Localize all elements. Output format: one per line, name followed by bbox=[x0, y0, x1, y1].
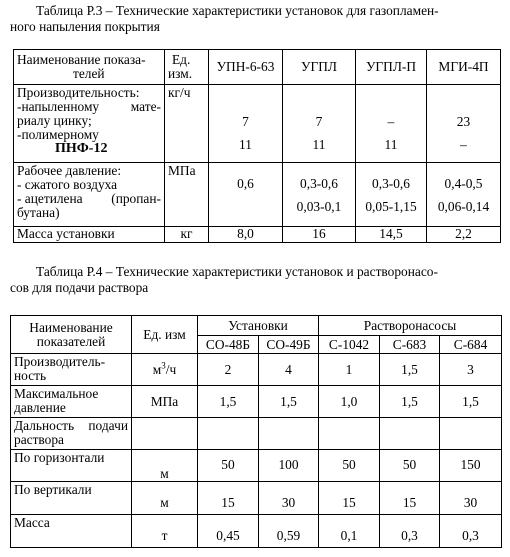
pressure-l3b: (пропан- bbox=[111, 191, 161, 206]
table4-header-name bbox=[11, 316, 132, 354]
table4-row3-c1 bbox=[198, 418, 259, 450]
table4-row3-label bbox=[11, 418, 132, 450]
table4-row3-c3 bbox=[319, 418, 380, 450]
acetylene-c2: 0,03-0,1 bbox=[296, 199, 342, 214]
table3-row-productivity bbox=[14, 85, 501, 163]
table4-row1-c3: 1 bbox=[319, 354, 380, 386]
table4-row2-c5: 1,5 bbox=[440, 386, 502, 418]
table3-header-col2: УГПЛ bbox=[283, 50, 356, 85]
table4-row4-c5: 150 bbox=[440, 450, 502, 482]
zinc-c4: 23 bbox=[456, 114, 471, 129]
table4-row3-l1 bbox=[14, 419, 128, 433]
table4-row1-unit bbox=[132, 354, 198, 386]
table4-row-pressure bbox=[11, 386, 502, 418]
table3-productivity-c2 bbox=[283, 85, 356, 163]
acetylene-c4: 0,06-0,14 bbox=[437, 199, 490, 214]
table4-header-row1 bbox=[11, 316, 502, 336]
table4-row3-l1b: подачи bbox=[88, 418, 128, 433]
table4-row6-c1: 0,45 bbox=[198, 515, 259, 548]
table4-row5-unit: м bbox=[132, 482, 198, 515]
air-c3: 0,3-0,6 bbox=[372, 176, 410, 191]
table4-row6-c5: 0,3 bbox=[440, 515, 502, 548]
table3-pressure-unit: МПа bbox=[165, 163, 209, 227]
table4-row4-c1: 50 bbox=[198, 450, 259, 482]
pressure-l1: Рабочее давление: bbox=[17, 163, 122, 178]
productivity-l2b: мате- bbox=[130, 99, 161, 114]
table4-row1-c4: 1,5 bbox=[380, 354, 440, 386]
table4-row2-unit: МПа bbox=[132, 386, 198, 418]
table3-caption bbox=[10, 3, 502, 35]
zinc-c2: 7 bbox=[315, 114, 323, 129]
productivity-l4: -полимерному bbox=[17, 127, 99, 142]
table4-row-mass bbox=[11, 515, 502, 548]
table4-caption bbox=[10, 264, 502, 296]
table3-header-col3: УГПЛ-П bbox=[356, 50, 427, 85]
table4-row2-c1: 1,5 bbox=[198, 386, 259, 418]
table4-row5-c5: 30 bbox=[440, 482, 502, 515]
productivity-l2 bbox=[17, 100, 161, 114]
table4-header-col2: СО-49Б bbox=[259, 336, 319, 354]
table4-row2-label bbox=[11, 386, 132, 418]
zinc-c1: 7 bbox=[242, 114, 249, 129]
table4-row-productivity bbox=[11, 354, 502, 386]
table4-row1-l2: ность bbox=[14, 368, 47, 383]
table3-productivity-c3 bbox=[356, 85, 427, 163]
table3-pressure-label bbox=[14, 163, 165, 227]
table4-row-vertical bbox=[11, 482, 502, 515]
table4-row2-c2: 1,5 bbox=[259, 386, 319, 418]
table3-header-row bbox=[14, 50, 501, 85]
table3-mass-label: Масса установки bbox=[14, 227, 165, 243]
table3-header-name bbox=[14, 50, 165, 85]
table3-mass-c1: 8,0 bbox=[209, 227, 283, 243]
pressure-l2: - сжатого воздуха bbox=[17, 177, 118, 192]
table4-header-name-l2: показателей bbox=[36, 333, 106, 349]
table3-caption-line2: ного напыления покрытия bbox=[10, 19, 160, 34]
acetylene-c3: 0,05-1,15 bbox=[365, 199, 417, 214]
air-c4: 0,4-0,5 bbox=[444, 176, 483, 191]
table4-row3-l1a: Дальность bbox=[14, 418, 75, 433]
table4-row1-c2: 4 bbox=[259, 354, 319, 386]
polymer-c3: 11 bbox=[384, 137, 398, 152]
table4-row5-label: По вертикали bbox=[11, 482, 132, 515]
pressure-l3a: - ацетилена bbox=[17, 191, 83, 206]
air-c1: 0,6 bbox=[237, 176, 254, 191]
table3-caption-line1: Таблица Р.3 – Технические характеристики установок для газопламен- bbox=[36, 3, 439, 18]
table4-header-col4: С-683 bbox=[380, 336, 440, 354]
productivity-l2a: -напыленному bbox=[17, 99, 100, 114]
polymer-c1: 11 bbox=[239, 137, 252, 152]
table4-row6-c4: 0,3 bbox=[380, 515, 440, 548]
table4-row4-c2: 100 bbox=[259, 450, 319, 482]
table4-header-name-l1: Наименование bbox=[29, 319, 113, 335]
table4-row5-c2: 30 bbox=[259, 482, 319, 515]
table3-productivity-unit: кг/ч bbox=[165, 85, 209, 163]
table4-row5-c3: 15 bbox=[319, 482, 380, 515]
table4-row1-unit-sup: 3 bbox=[161, 360, 166, 371]
table4-row5-c4: 15 bbox=[380, 482, 440, 515]
table4-row2-c3: 1,0 bbox=[319, 386, 380, 418]
table4-caption-line2: сов для подачи раствора bbox=[10, 280, 149, 295]
table3-pressure-c1 bbox=[209, 163, 283, 227]
table4-row2-c4: 1,5 bbox=[380, 386, 440, 418]
productivity-l5: ПНФ-12 bbox=[55, 141, 108, 156]
table3-productivity-label bbox=[14, 85, 165, 163]
polymer-c4: – bbox=[460, 137, 467, 152]
table4-row4-unit: м bbox=[132, 450, 198, 482]
table4-header-group-pumps: Растворонасосы bbox=[319, 316, 502, 336]
table4-row-distance bbox=[11, 418, 502, 450]
table4-row1-unit-tail: /ч bbox=[165, 361, 177, 377]
table4-row-horizontal bbox=[11, 450, 502, 482]
table4-row6-c3: 0,1 bbox=[319, 515, 380, 548]
table4-row4-c4: 50 bbox=[380, 450, 440, 482]
productivity-l1: Производительность: bbox=[17, 85, 140, 100]
table3-pressure-c4 bbox=[427, 163, 501, 227]
table4-header-col3: С-1042 bbox=[319, 336, 380, 354]
zinc-c3: – bbox=[387, 114, 395, 129]
table4-row1-label bbox=[11, 354, 132, 386]
air-c2: 0,3-0,6 bbox=[300, 176, 338, 191]
table4-header-unit: Ед. изм bbox=[132, 316, 198, 354]
table4-row6-c2: 0,59 bbox=[259, 515, 319, 548]
table4-row6-unit: т bbox=[132, 515, 198, 548]
table3-header-unit-l1: Ед. bbox=[172, 52, 191, 67]
table4-row3-c5 bbox=[440, 418, 502, 450]
productivity-l3: риалу цинку; bbox=[17, 113, 92, 128]
table3-pressure-c3 bbox=[356, 163, 427, 227]
table3-header-name-l1: Наименование показа- bbox=[17, 52, 146, 67]
table4-row1-l1: Производитель- bbox=[14, 354, 106, 369]
table4-row4-label: По горизонтали bbox=[11, 450, 132, 482]
table4-row1-unit-base: м bbox=[152, 361, 162, 377]
table3-mass-c2: 16 bbox=[283, 227, 356, 243]
table4-row2-l1: Максимальное bbox=[14, 386, 99, 401]
table4-header-group-installations: Установки bbox=[198, 316, 319, 336]
table4-row2-l2: давление bbox=[14, 400, 66, 415]
table3-header-col4: МГИ-4П bbox=[427, 50, 501, 85]
table3-mass-unit: кг bbox=[165, 227, 209, 243]
table4-caption-line1: Таблица Р.4 – Технические характеристики установок и растворонасо- bbox=[36, 264, 438, 279]
table4-row3-l2: раствора bbox=[14, 432, 64, 447]
table4-row5-c1: 15 bbox=[198, 482, 259, 515]
table3-row-pressure bbox=[14, 163, 501, 227]
polymer-c2: 11 bbox=[312, 137, 326, 152]
table4-row3-c2 bbox=[259, 418, 319, 450]
table3-mass-c4: 2,2 bbox=[427, 227, 501, 243]
table3 bbox=[13, 49, 501, 243]
table4-header-col5: С-684 bbox=[440, 336, 502, 354]
table3-row-mass bbox=[14, 227, 501, 243]
pressure-l4: бутана) bbox=[17, 205, 60, 220]
table4-row4-c3: 50 bbox=[319, 450, 380, 482]
table3-productivity-c4 bbox=[427, 85, 501, 163]
table3-header-name-l2: телей bbox=[73, 66, 105, 81]
table4-row3-unit bbox=[132, 418, 198, 450]
table3-productivity-c1 bbox=[209, 85, 283, 163]
table3-header-unit-l2: изм. bbox=[168, 66, 193, 81]
table3-mass-c3: 14,5 bbox=[356, 227, 427, 243]
table3-pressure-c2 bbox=[283, 163, 356, 227]
table4 bbox=[10, 315, 502, 548]
table4-row3-c4 bbox=[380, 418, 440, 450]
table3-header-col1: УПН-6-63 bbox=[209, 50, 283, 85]
pressure-l3 bbox=[17, 192, 161, 206]
table3-header-unit bbox=[165, 50, 209, 85]
table4-row6-label: Масса bbox=[11, 515, 132, 548]
table4-header-col1: СО-48Б bbox=[198, 336, 259, 354]
table4-row1-c1: 2 bbox=[198, 354, 259, 386]
table4-row1-c5: 3 bbox=[440, 354, 502, 386]
